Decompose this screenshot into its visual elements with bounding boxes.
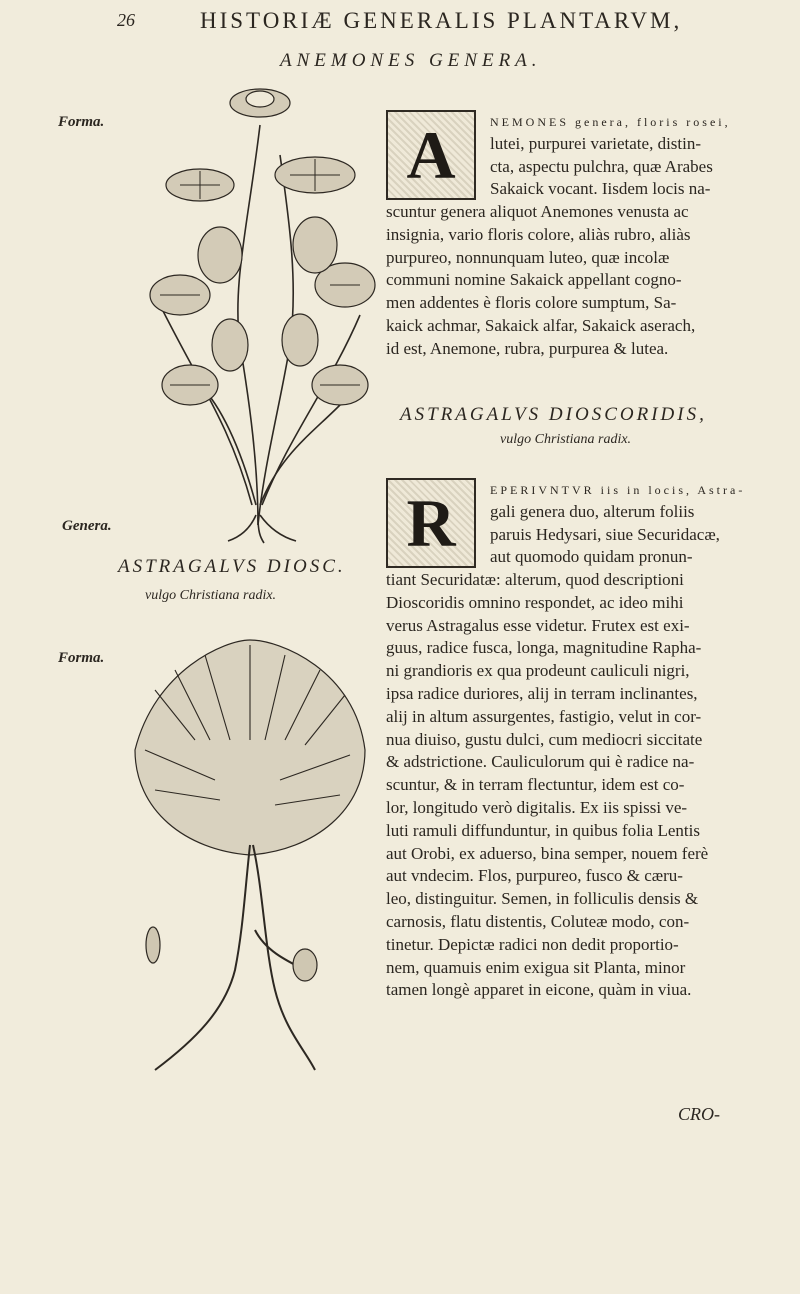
text-line: aut quomodo quidam pronun- bbox=[490, 547, 693, 567]
text-line: tiant Securidatæ: alterum, quod descriptioni bbox=[386, 570, 684, 589]
astragalus-text bbox=[490, 478, 745, 569]
text-line: tinetur. Depictæ radici non dedit proportio- bbox=[386, 934, 679, 954]
text-line: carnosis, flatu distentis, Coluteæ modo, con- bbox=[386, 911, 690, 931]
text-line: leo, distinguitur. Semen, in folliculis densis & bbox=[386, 889, 699, 909]
text-line: tamen longè apparet in eicone, quàm in viua. bbox=[386, 980, 692, 1000]
decorated-initial-a bbox=[386, 110, 476, 200]
text-line: verus Astragalus esse videtur. Frutex est exi- bbox=[386, 615, 690, 635]
text-line: scuntur genera aliquot Anemones venusta ac bbox=[386, 202, 689, 221]
astragalus-text-continued bbox=[386, 569, 708, 1002]
text-line: luti ramuli diffunduntur, in quibus folia Lentis bbox=[386, 820, 700, 840]
decorated-initial-r bbox=[386, 478, 476, 568]
text-line: kaick achmar, Sakaick alfar, Sakaick aserach, bbox=[386, 315, 696, 335]
initial-letter: R bbox=[406, 484, 456, 561]
text-line: & adstrictione. Cauliculorum qui è radice na- bbox=[386, 752, 695, 772]
text-line: lutei, purpurei varietate, distin- bbox=[490, 133, 702, 153]
text-line: Dioscoridis omnino respondet, ac ideo mihi bbox=[386, 592, 684, 612]
text-line: communi nomine Sakaick appellant cogno- bbox=[386, 270, 682, 290]
text-line: guus, radice fusca, longa, magnitudine Rapha- bbox=[386, 638, 702, 658]
text-line: nua diuiso, gustu dulci, cum mediocri siccitate bbox=[386, 729, 703, 749]
astragalus-subheading: vulgo Christiana radix. bbox=[500, 432, 632, 447]
text-line: nem, quamuis enim exigua sit Planta, minor bbox=[386, 957, 686, 977]
anemone-illustration bbox=[140, 85, 380, 545]
margin-note-forma-2: Forma. bbox=[58, 650, 105, 666]
figure-caption-subtitle: vulgo Christiana radix. bbox=[145, 588, 277, 603]
text-line: ni grandioris ex qua prodeunt cauliculi nigri, bbox=[386, 661, 690, 681]
initial-letter: A bbox=[406, 116, 456, 193]
running-title: HISTORIÆ GENERALIS PLANTARVM, bbox=[200, 8, 683, 33]
text-line: cta, aspectu pulchra, quæ Arabes bbox=[490, 156, 713, 176]
margin-note-forma-1: Forma. bbox=[58, 114, 105, 130]
margin-note-genera: Genera. bbox=[62, 518, 112, 534]
text-line: Sakaick vocant. Iisdem locis na- bbox=[490, 179, 711, 199]
text-line: paruis Hedysari, siue Securidacæ, bbox=[490, 524, 720, 544]
catchword: CRO- bbox=[678, 1104, 720, 1124]
text-line: id est, Anemone, rubra, purpurea & lutea. bbox=[386, 338, 669, 358]
text-line: ipsa radice duriores, alij in terram inclinantes, bbox=[386, 683, 698, 703]
text-line: EPERIVNTVR iis in locis, Astra- bbox=[490, 483, 746, 497]
text-line: men addentes è floris colore sumptum, Sa- bbox=[386, 293, 677, 313]
astragalus-heading: ASTRAGALVS DIOSCORIDIS, bbox=[400, 404, 707, 425]
text-line: NEMONES genera, floris rosei, bbox=[490, 115, 731, 129]
text-line: gali genera duo, alterum foliis bbox=[490, 501, 695, 521]
text-line: scuntur, & in terram flectuntur, idem est co- bbox=[386, 775, 685, 795]
text-line: purpureo, nonnunquam luteo, quæ incolæ bbox=[386, 247, 670, 267]
section-title: ANEMONES GENERA. bbox=[280, 50, 542, 71]
anemone-text bbox=[490, 110, 731, 201]
text-line: alij in altum assurgentes, fastigio, velut in cor- bbox=[386, 706, 702, 726]
astragalus-illustration bbox=[115, 630, 385, 1090]
text-line: aut Orobi, ex aduerso, bina semper, nouem ferè bbox=[386, 843, 709, 863]
figure-caption-title: ASTRAGALVS DIOSC. bbox=[118, 556, 346, 577]
text-line: lor, longitudo verò digitalis. Ex iis spissi ve- bbox=[386, 797, 688, 817]
anemone-text-continued bbox=[386, 201, 695, 361]
text-line: aut vndecim. Flos, purpureo, fusco & cæru- bbox=[386, 866, 683, 886]
page-number: 26 bbox=[117, 10, 135, 30]
text-line: insignia, vario floris colore, aliàs rubro, aliàs bbox=[386, 224, 691, 244]
